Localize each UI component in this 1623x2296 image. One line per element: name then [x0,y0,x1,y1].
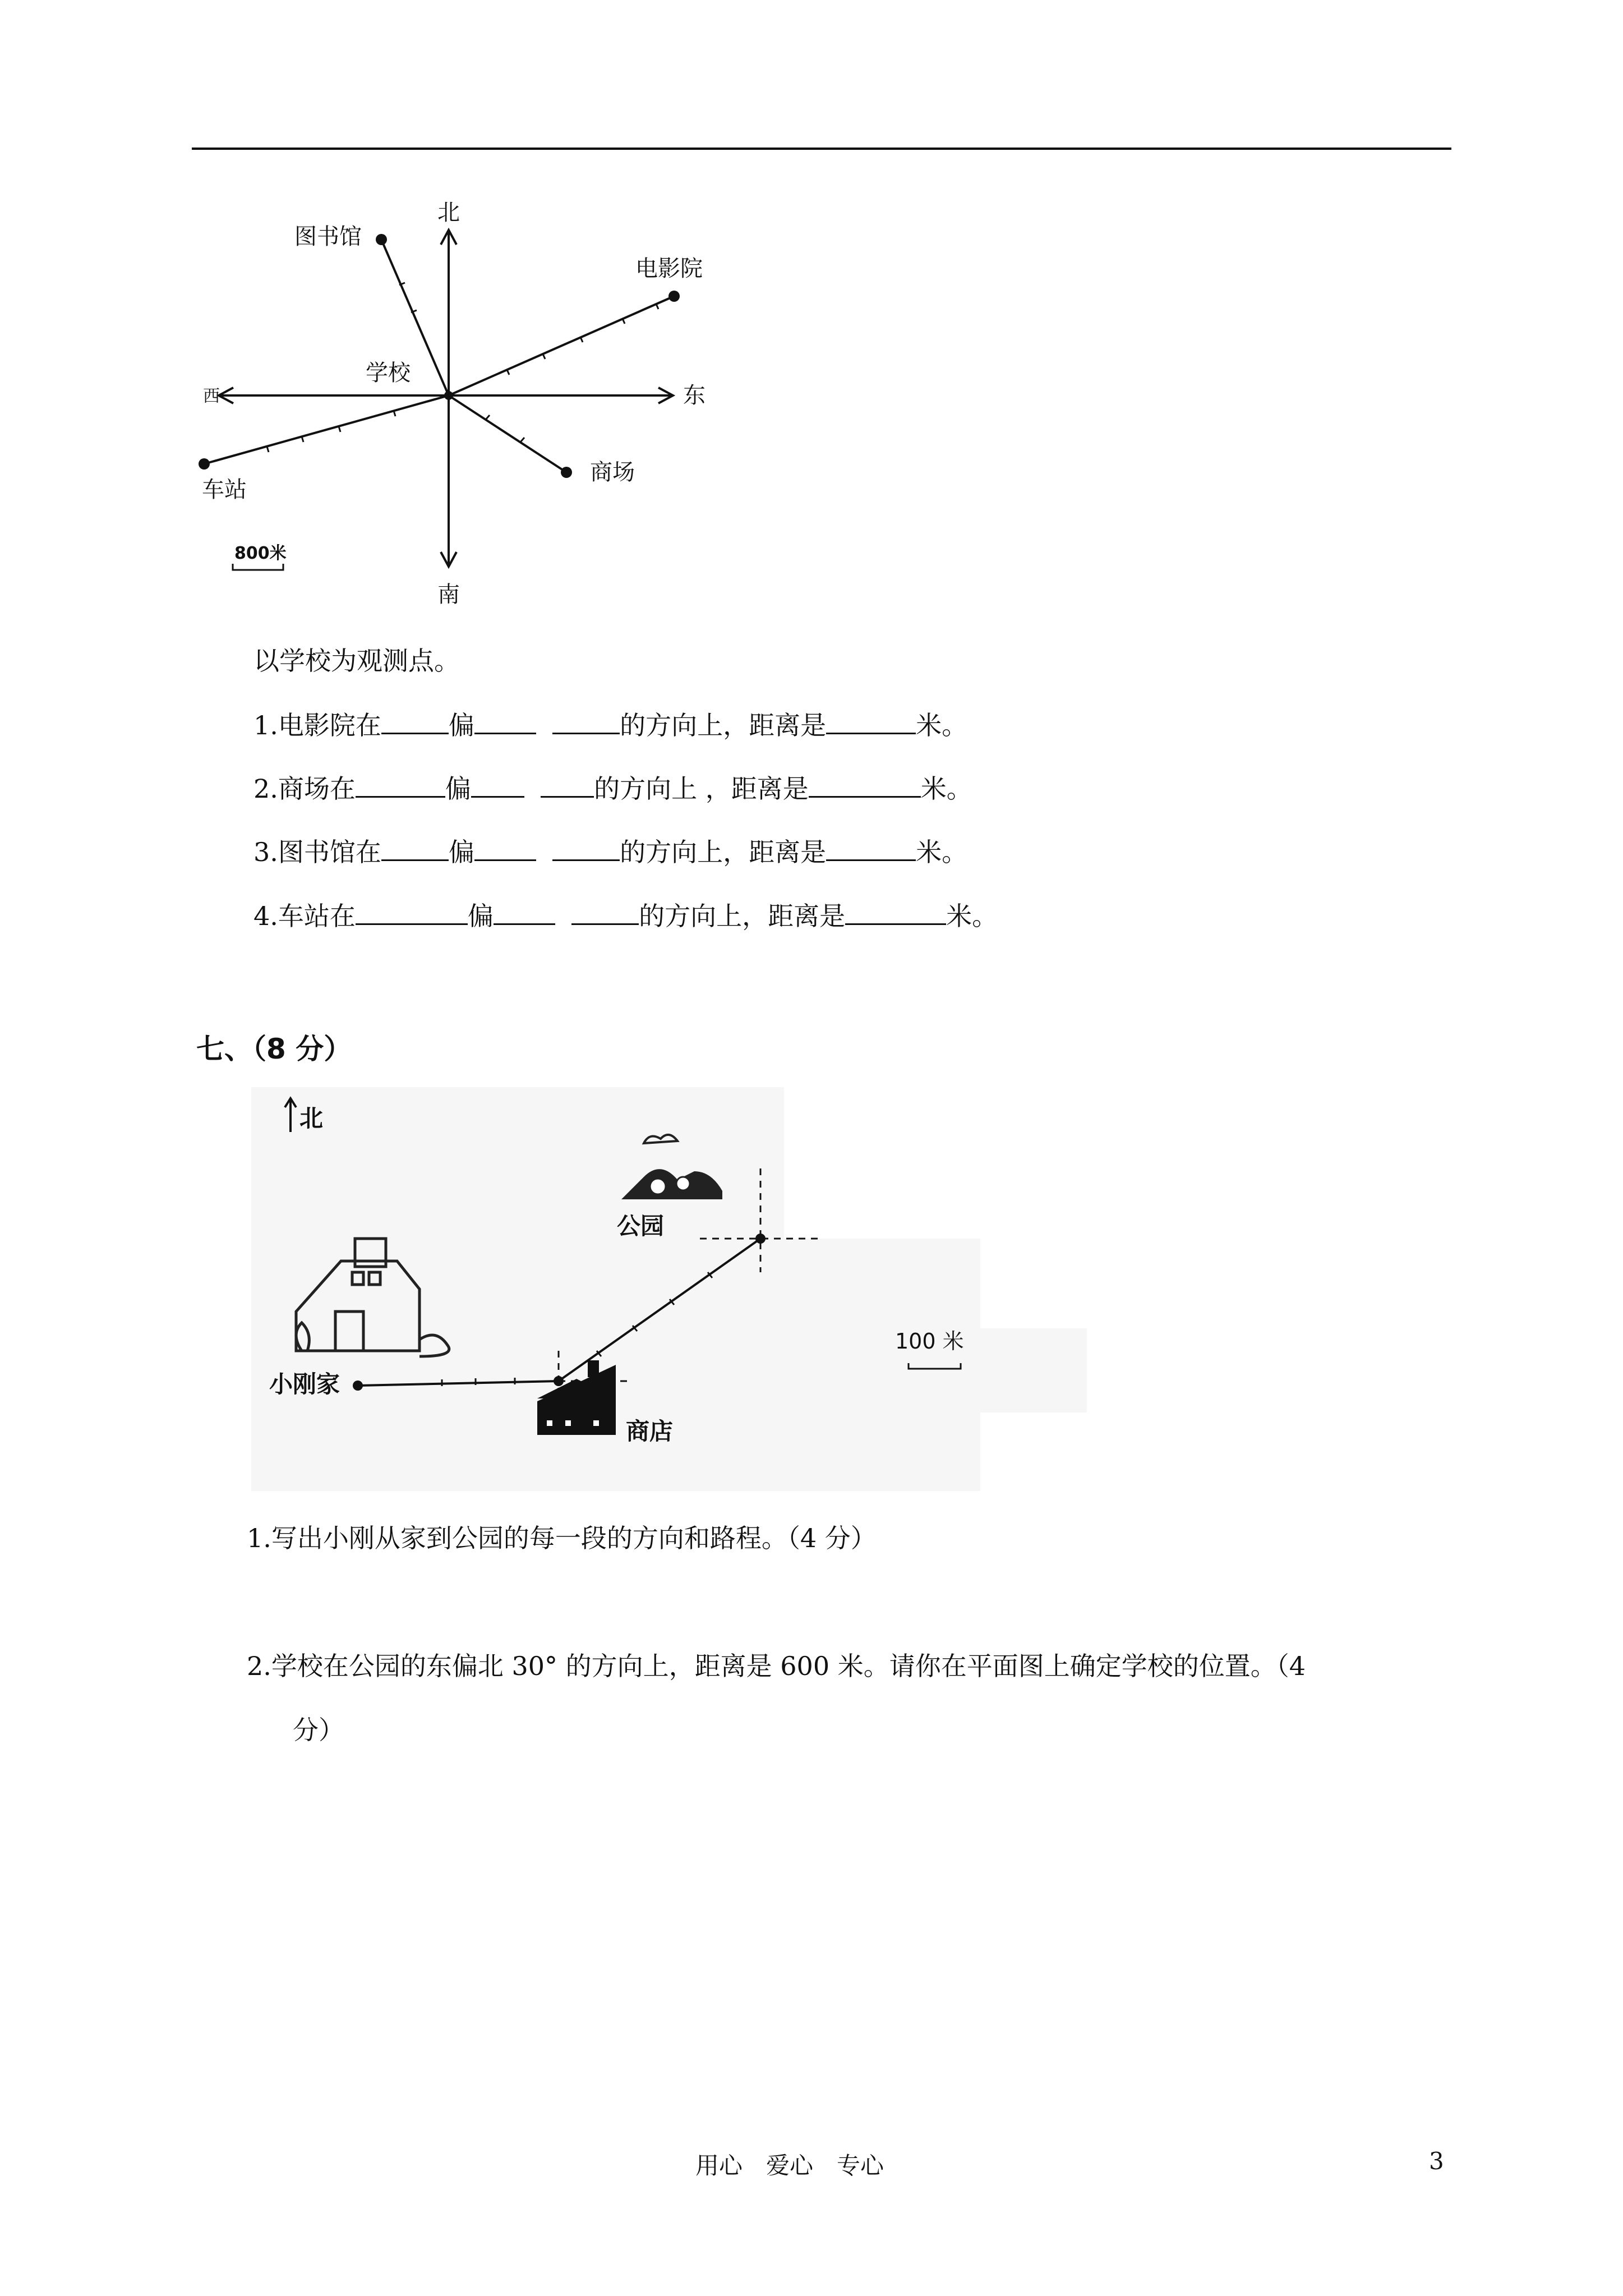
question-unit: 米。 [946,901,998,931]
school-point [444,391,453,400]
home-point [353,1381,363,1391]
question-unit: 米。 [920,774,972,804]
shop-point [554,1376,564,1386]
question-pian: 偏 [448,710,474,740]
mall-label: 商场 [590,459,635,485]
question-subject: 图书馆在 [278,837,381,867]
footer-motto: 用心 爱心 专心 [695,2152,884,2179]
observation-note: 以学校为观测点。 [253,646,460,676]
answer-blank[interactable] [552,835,620,861]
question-tail: 的方向上 ，距离是 [594,774,809,804]
question-tail: 的方向上，距离是 [620,837,827,867]
answer-blank[interactable] [356,899,468,925]
question-unit: 米。 [916,837,968,867]
question-pian: 偏 [467,901,494,931]
question-subject: 车站在 [278,901,356,931]
question-pian: 偏 [445,774,471,804]
home-label: 小刚家 [269,1370,340,1398]
question-tail: 的方向上，距离是 [620,710,827,740]
answer-blank[interactable] [552,708,620,734]
park-point [755,1234,766,1244]
header-rule [192,148,1451,150]
scale-label: 800米 [234,544,287,563]
station-ray [204,395,449,464]
question-pian: 偏 [448,837,474,867]
library-label: 图书馆 [294,224,362,250]
park-label: 公园 [617,1212,665,1240]
section-7-question-2-line-2: 分） [293,1715,344,1745]
answer-blank[interactable] [474,835,536,861]
fill-question-3 [253,835,967,869]
scale-bar [233,564,283,570]
west-label: 西 [203,386,220,406]
fill-question-4 [253,899,998,933]
fill-question-1 [253,708,967,742]
north-label: 北 [299,1105,324,1132]
east-label: 东 [683,383,706,408]
station-point [199,458,210,470]
answer-blank[interactable] [826,708,916,734]
compass-diagram [191,191,729,617]
ray-ticks [267,283,658,452]
question-number: 4. [253,901,278,931]
cinema-ray [449,296,674,395]
section-7-question-2-line-1: 2.学校在公园的东偏北 30° 的方向上，距离是 600 米。请你在平面图上确定学校的位置。（4 [247,1651,1306,1681]
answer-blank[interactable] [809,771,921,798]
map-scale-area [980,1239,1087,1328]
map-blank-area [980,1412,1087,1491]
answer-blank[interactable] [541,771,594,798]
answer-blank[interactable] [381,708,449,734]
fill-question-2 [253,771,972,806]
mall-point [561,467,572,478]
mall-ray [449,395,566,472]
answer-blank[interactable] [826,835,916,861]
cinema-label: 电影院 [635,256,703,282]
answer-blank[interactable] [381,835,449,861]
question-subject: 电影院在 [278,710,381,740]
shop-label: 商店 [626,1418,674,1445]
map-background [251,1087,784,1491]
section-7-question-1: 1.写出小刚从家到公园的每一段的方向和路程。（4 分） [247,1523,877,1553]
page-number: 3 [1429,2147,1444,2175]
section-7-heading: 七、（8 分） [196,1033,352,1065]
question-number: 1. [253,710,278,740]
answer-blank[interactable] [571,899,639,925]
question-subject: 商场在 [278,774,356,804]
answer-blank[interactable] [845,899,946,925]
question-number: 3. [253,837,278,867]
library-point [376,234,387,245]
answer-blank[interactable] [494,899,555,925]
school-label: 学校 [366,360,411,386]
station-label: 车站 [202,477,247,503]
question-number: 2. [253,774,278,804]
answer-blank[interactable] [474,708,536,734]
scale-label: 100 米 [895,1329,964,1354]
question-unit: 米。 [916,710,968,740]
question-tail: 的方向上，距离是 [639,901,846,931]
answer-blank[interactable] [471,771,524,798]
south-label: 南 [437,582,460,608]
answer-blank[interactable] [356,771,445,798]
route-map [251,1087,1087,1491]
north-label: 北 [437,200,460,226]
cinema-point [668,291,680,302]
